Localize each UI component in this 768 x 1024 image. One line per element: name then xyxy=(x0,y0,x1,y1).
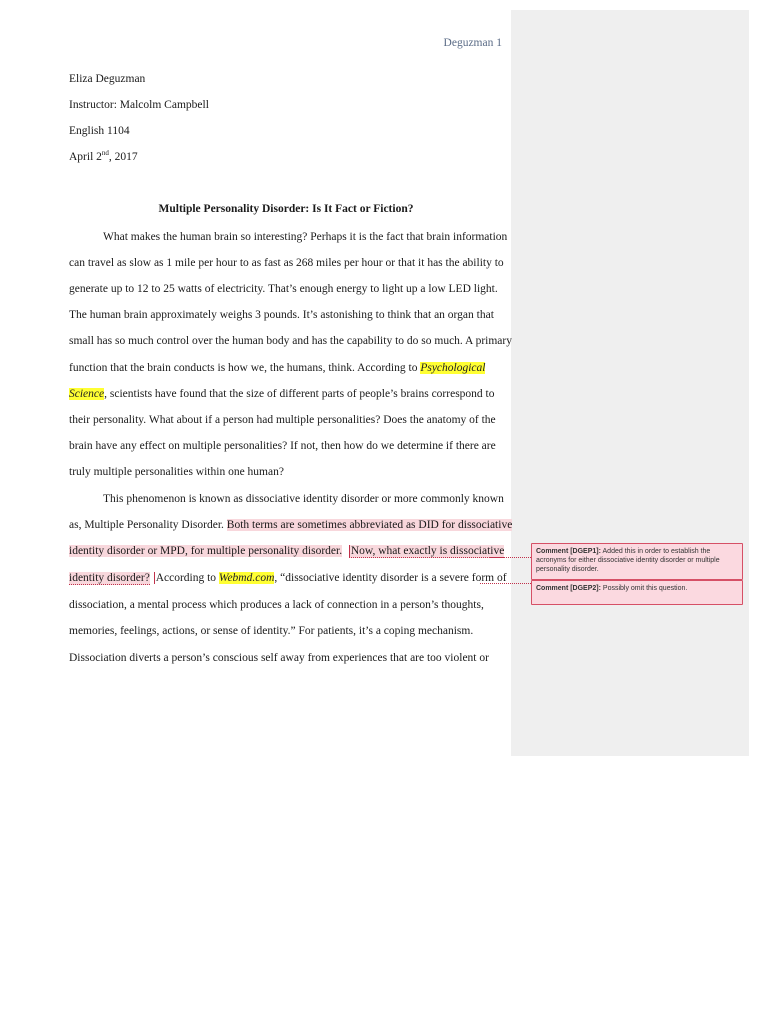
comment-label: Comment [DGEP2]: xyxy=(536,585,601,592)
body-line-4: The human brain approximately weighs 3 pounds. It’s astonishing to think that an organ that xyxy=(69,309,494,321)
instructor-line: Instructor: Malcolm Campbell xyxy=(69,99,209,111)
author-name: Eliza Deguzman xyxy=(69,73,146,85)
comment-text: Added this in order to establish the acronyms for either dissociative identity disorder or multiple personality disorder. xyxy=(536,548,720,573)
body-line-3: generate up to 12 to 25 watts of electricity. That’s enough energy to light up a low LED light. xyxy=(69,283,498,295)
body-line-7 xyxy=(69,387,495,401)
body-line-2: can travel as slow as 1 mile per hour to as fast as 268 miles per hour or that it has the ability to xyxy=(69,257,504,269)
comment-balloon-2[interactable] xyxy=(531,580,743,605)
body-line-1: What makes the human brain so interesting? Perhaps it is the fact that brain information xyxy=(103,231,508,243)
spacer-text xyxy=(342,545,348,557)
comment-pane xyxy=(511,10,749,756)
essay-title: Multiple Personality Disorder: Is It Fact or Fiction? xyxy=(158,203,414,215)
comment-text: Possibly omit this question. xyxy=(600,585,688,592)
body-line-5: small has so much control over the human body and has the capability to do so much. A primary xyxy=(69,335,512,347)
date-line xyxy=(69,150,138,164)
body-text: , scientists have found that the size of different parts of people’s brains correspond to xyxy=(104,388,495,400)
body-line-13 xyxy=(69,544,504,558)
body-line-12 xyxy=(69,518,512,532)
commented-text-1[interactable]: identity disorder or MPD, for multiple personality disorder. xyxy=(69,545,343,557)
commented-text-2[interactable]: Now, what exactly is dissociative xyxy=(350,545,505,557)
body-line-10: truly multiple personalities within one human? xyxy=(69,466,284,478)
body-line-6 xyxy=(69,361,485,375)
commented-text-2[interactable]: identity disorder? xyxy=(69,572,150,584)
body-line-8: their personality. What about if a person had multiple personalities? Does the anatomy of the xyxy=(69,414,496,426)
page-header-number: Deguzman 1 xyxy=(443,37,502,49)
highlighted-citation[interactable]: Psychological xyxy=(420,362,486,374)
highlighted-citation[interactable]: Science xyxy=(69,388,105,400)
body-line-14 xyxy=(69,571,507,585)
body-line-16: memories, feelings, actions, or sense of identity.” For patients, it’s a coping mechanism. xyxy=(69,625,474,637)
commented-text-1[interactable]: Both terms are sometimes abbreviated as DID for dissociative xyxy=(226,519,513,531)
highlighted-citation[interactable]: Webmd.com xyxy=(218,572,275,584)
body-text: function that the brain conducts is how we, the humans, think. According to xyxy=(69,362,421,374)
body-line-11: This phenomenon is known as dissociative identity disorder or more commonly known xyxy=(103,493,504,505)
date-suffix: , 2017 xyxy=(108,151,138,163)
date-superscript: nd xyxy=(101,149,109,158)
body-line-9: brain have any effect on multiple personalities? If not, then how do we determine if there are xyxy=(69,440,496,452)
body-line-15: dissociation, a mental process which produces a lack of connection in a person’s thoughts, xyxy=(69,599,484,611)
comment-balloon-1[interactable] xyxy=(531,543,743,580)
body-text: as, Multiple Personality Disorder. xyxy=(69,519,227,531)
body-line-17: Dissociation diverts a person’s conscious self away from experiences that are too violent or xyxy=(69,652,489,664)
body-text: , “dissociative identity disorder is a severe form of xyxy=(274,572,507,584)
spacer-text xyxy=(150,572,153,584)
course-line: English 1104 xyxy=(69,125,130,137)
comment-label: Comment [DGEP1]: xyxy=(536,548,601,555)
comment-connector-1 xyxy=(490,557,531,558)
comment-connector-2 xyxy=(480,583,531,584)
date-prefix: April 2 xyxy=(69,151,102,163)
body-text: According to xyxy=(155,572,219,584)
